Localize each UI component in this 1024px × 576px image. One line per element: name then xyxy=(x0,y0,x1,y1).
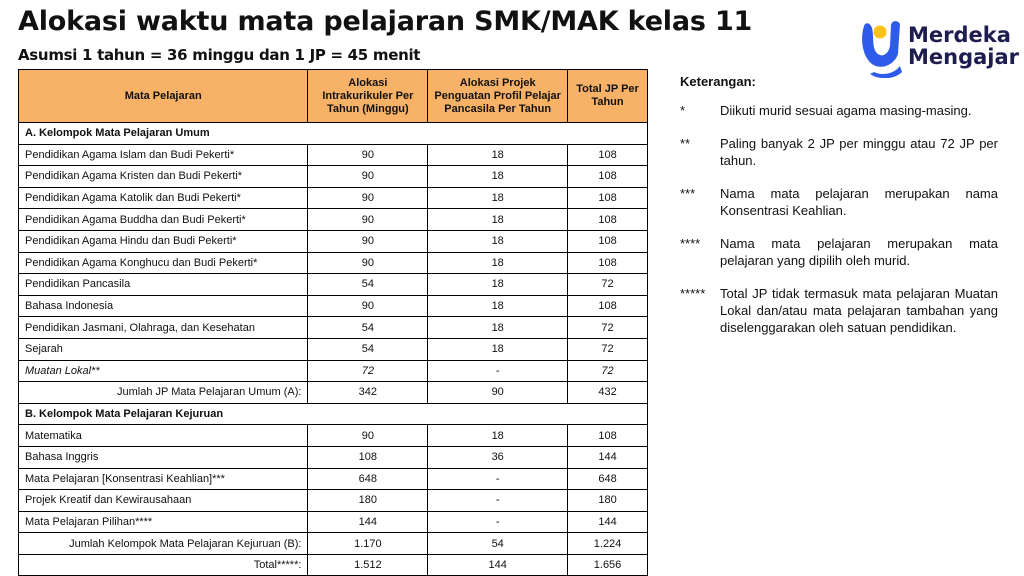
note-text: Total JP tidak termasuk mata pelajaran Muatan Lokal dan/atau mata pelajaran tambahan yang diselenggarakan oleh satuan pendidikan. xyxy=(720,286,998,335)
table-row xyxy=(19,360,648,382)
page-subtitle: Asumsi 1 tahun = 36 minggu dan 1 JP = 45 menit xyxy=(18,46,421,64)
projek-cell: 18 xyxy=(428,252,568,274)
sum-label: Jumlah Kelompok Mata Pelajaran Kejuruan (B): xyxy=(19,533,308,555)
sum-row-b xyxy=(19,533,648,555)
table-row xyxy=(19,425,648,447)
note-text: Nama mata pelajaran merupakan mata pelajaran yang dipilih oleh murid. xyxy=(720,236,998,268)
subject-cell: Pendidikan Agama Hindu dan Budi Pekerti* xyxy=(19,230,308,252)
table-header-row xyxy=(19,70,648,123)
table-row xyxy=(19,166,648,188)
intra-cell: 90 xyxy=(308,295,428,317)
intra-cell: 108 xyxy=(308,446,428,468)
sum-projek: 54 xyxy=(428,533,568,555)
note-item xyxy=(680,135,998,169)
note-mark: ** xyxy=(680,136,691,151)
intra-cell: 54 xyxy=(308,274,428,296)
intra-cell: 90 xyxy=(308,425,428,447)
table-row xyxy=(19,338,648,360)
subject-cell: Pendidikan Agama Islam dan Budi Pekerti* xyxy=(19,144,308,166)
table-row xyxy=(19,187,648,209)
projek-cell: 18 xyxy=(428,209,568,231)
table-row xyxy=(19,446,648,468)
total-cell: 108 xyxy=(568,425,648,447)
table-row xyxy=(19,490,648,512)
total-total: 1.656 xyxy=(568,554,648,576)
header-intrakurikuler: Alokasi Intrakurikuler Per Tahun (Minggu) xyxy=(308,70,428,123)
intra-cell: 54 xyxy=(308,338,428,360)
projek-cell: 18 xyxy=(428,295,568,317)
logo-mark-icon xyxy=(858,16,904,78)
total-cell: 72 xyxy=(568,338,648,360)
note-mark: **** xyxy=(680,236,701,251)
intra-cell: 90 xyxy=(308,166,428,188)
subject-cell: Pendidikan Jasmani, Olahraga, dan Kesehatan xyxy=(19,317,308,339)
sum-row-a xyxy=(19,382,648,404)
total-cell: 72 xyxy=(568,360,648,382)
note-item xyxy=(680,285,998,336)
table-row xyxy=(19,511,648,533)
header-total-jp: Total JP Per Tahun xyxy=(568,70,648,123)
notes-panel xyxy=(680,73,998,352)
header-projek: Alokasi Projek Penguatan Profil Pelajar Pancasila Per Tahun xyxy=(428,70,568,123)
projek-cell: 18 xyxy=(428,144,568,166)
intra-cell: 90 xyxy=(308,144,428,166)
subject-cell: Mata Pelajaran [Konsentrasi Keahlian]*** xyxy=(19,468,308,490)
subject-cell: Pendidikan Agama Katolik dan Budi Pekerti* xyxy=(19,187,308,209)
group-label: A. Kelompok Mata Pelajaran Umum xyxy=(19,123,648,145)
note-text: Nama mata pelajaran merupakan nama Konsentrasi Keahlian. xyxy=(720,186,998,218)
intra-cell: 54 xyxy=(308,317,428,339)
total-cell: 72 xyxy=(568,317,648,339)
page-title: Alokasi waktu mata pelajaran SMK/MAK kelas 11 xyxy=(18,6,753,37)
intra-cell: 144 xyxy=(308,511,428,533)
group-row-b xyxy=(19,403,648,425)
subject-cell: Pendidikan Agama Konghucu dan Budi Pekerti* xyxy=(19,252,308,274)
intra-cell: 72 xyxy=(308,360,428,382)
subject-cell: Matematika xyxy=(19,425,308,447)
header-mata-pelajaran: Mata Pelajaran xyxy=(19,70,308,123)
total-cell: 108 xyxy=(568,187,648,209)
table-row xyxy=(19,295,648,317)
projek-cell: 18 xyxy=(428,187,568,209)
table-row xyxy=(19,252,648,274)
table-row xyxy=(19,209,648,231)
intra-cell: 90 xyxy=(308,230,428,252)
total-cell: 108 xyxy=(568,144,648,166)
allocation-table xyxy=(18,69,648,576)
projek-cell: - xyxy=(428,511,568,533)
table-row xyxy=(19,274,648,296)
note-mark: * xyxy=(680,103,686,118)
note-item xyxy=(680,185,998,219)
total-cell: 108 xyxy=(568,166,648,188)
projek-cell: 18 xyxy=(428,274,568,296)
projek-cell: 18 xyxy=(428,425,568,447)
total-projek: 144 xyxy=(428,554,568,576)
note-mark: ***** xyxy=(680,286,706,301)
intra-cell: 180 xyxy=(308,490,428,512)
sum-projek: 90 xyxy=(428,382,568,404)
note-item xyxy=(680,102,998,119)
projek-cell: 18 xyxy=(428,230,568,252)
sum-intra: 342 xyxy=(308,382,428,404)
projek-cell: - xyxy=(428,490,568,512)
note-text: Diikuti murid sesuai agama masing-masing. xyxy=(720,103,972,118)
projek-cell: 36 xyxy=(428,446,568,468)
intra-cell: 90 xyxy=(308,187,428,209)
logo-text-line2: Mengajar xyxy=(908,45,1020,69)
total-cell: 108 xyxy=(568,230,648,252)
projek-cell: 18 xyxy=(428,317,568,339)
note-item xyxy=(680,235,998,269)
total-intra: 1.512 xyxy=(308,554,428,576)
total-cell: 108 xyxy=(568,209,648,231)
projek-cell: 18 xyxy=(428,338,568,360)
total-cell: 144 xyxy=(568,446,648,468)
intra-cell: 90 xyxy=(308,209,428,231)
notes-title: Keterangan: xyxy=(680,74,756,89)
merdeka-mengajar-logo xyxy=(858,16,1018,78)
intra-cell: 648 xyxy=(308,468,428,490)
logo-text-line1: Merdeka xyxy=(908,23,1011,47)
total-cell: 108 xyxy=(568,252,648,274)
projek-cell: - xyxy=(428,468,568,490)
sum-label: Jumlah JP Mata Pelajaran Umum (A): xyxy=(19,382,308,404)
total-cell: 72 xyxy=(568,274,648,296)
subject-cell: Sejarah xyxy=(19,338,308,360)
intra-cell: 90 xyxy=(308,252,428,274)
subject-cell: Mata Pelajaran Pilihan**** xyxy=(19,511,308,533)
subject-cell: Muatan Lokal** xyxy=(19,360,308,382)
table-row xyxy=(19,230,648,252)
subject-cell: Pendidikan Agama Kristen dan Budi Pekerti* xyxy=(19,166,308,188)
projek-cell: - xyxy=(428,360,568,382)
sum-total: 432 xyxy=(568,382,648,404)
sum-intra: 1.170 xyxy=(308,533,428,555)
group-row-a xyxy=(19,123,648,145)
total-label: Total*****: xyxy=(19,554,308,576)
table-row xyxy=(19,468,648,490)
subject-cell: Pendidikan Agama Buddha dan Budi Pekerti* xyxy=(19,209,308,231)
group-label: B. Kelompok Mata Pelajaran Kejuruan xyxy=(19,403,648,425)
total-cell: 144 xyxy=(568,511,648,533)
table-row xyxy=(19,317,648,339)
total-cell: 180 xyxy=(568,490,648,512)
subject-cell: Bahasa Indonesia xyxy=(19,295,308,317)
total-row xyxy=(19,554,648,576)
projek-cell: 18 xyxy=(428,166,568,188)
total-cell: 108 xyxy=(568,295,648,317)
subject-cell: Pendidikan Pancasila xyxy=(19,274,308,296)
note-mark: *** xyxy=(680,186,696,201)
table-row xyxy=(19,144,648,166)
sum-total: 1.224 xyxy=(568,533,648,555)
total-cell: 648 xyxy=(568,468,648,490)
subject-cell: Bahasa Inggris xyxy=(19,446,308,468)
subject-cell: Projek Kreatif dan Kewirausahaan xyxy=(19,490,308,512)
note-text: Paling banyak 2 JP per minggu atau 72 JP per tahun. xyxy=(720,136,998,168)
